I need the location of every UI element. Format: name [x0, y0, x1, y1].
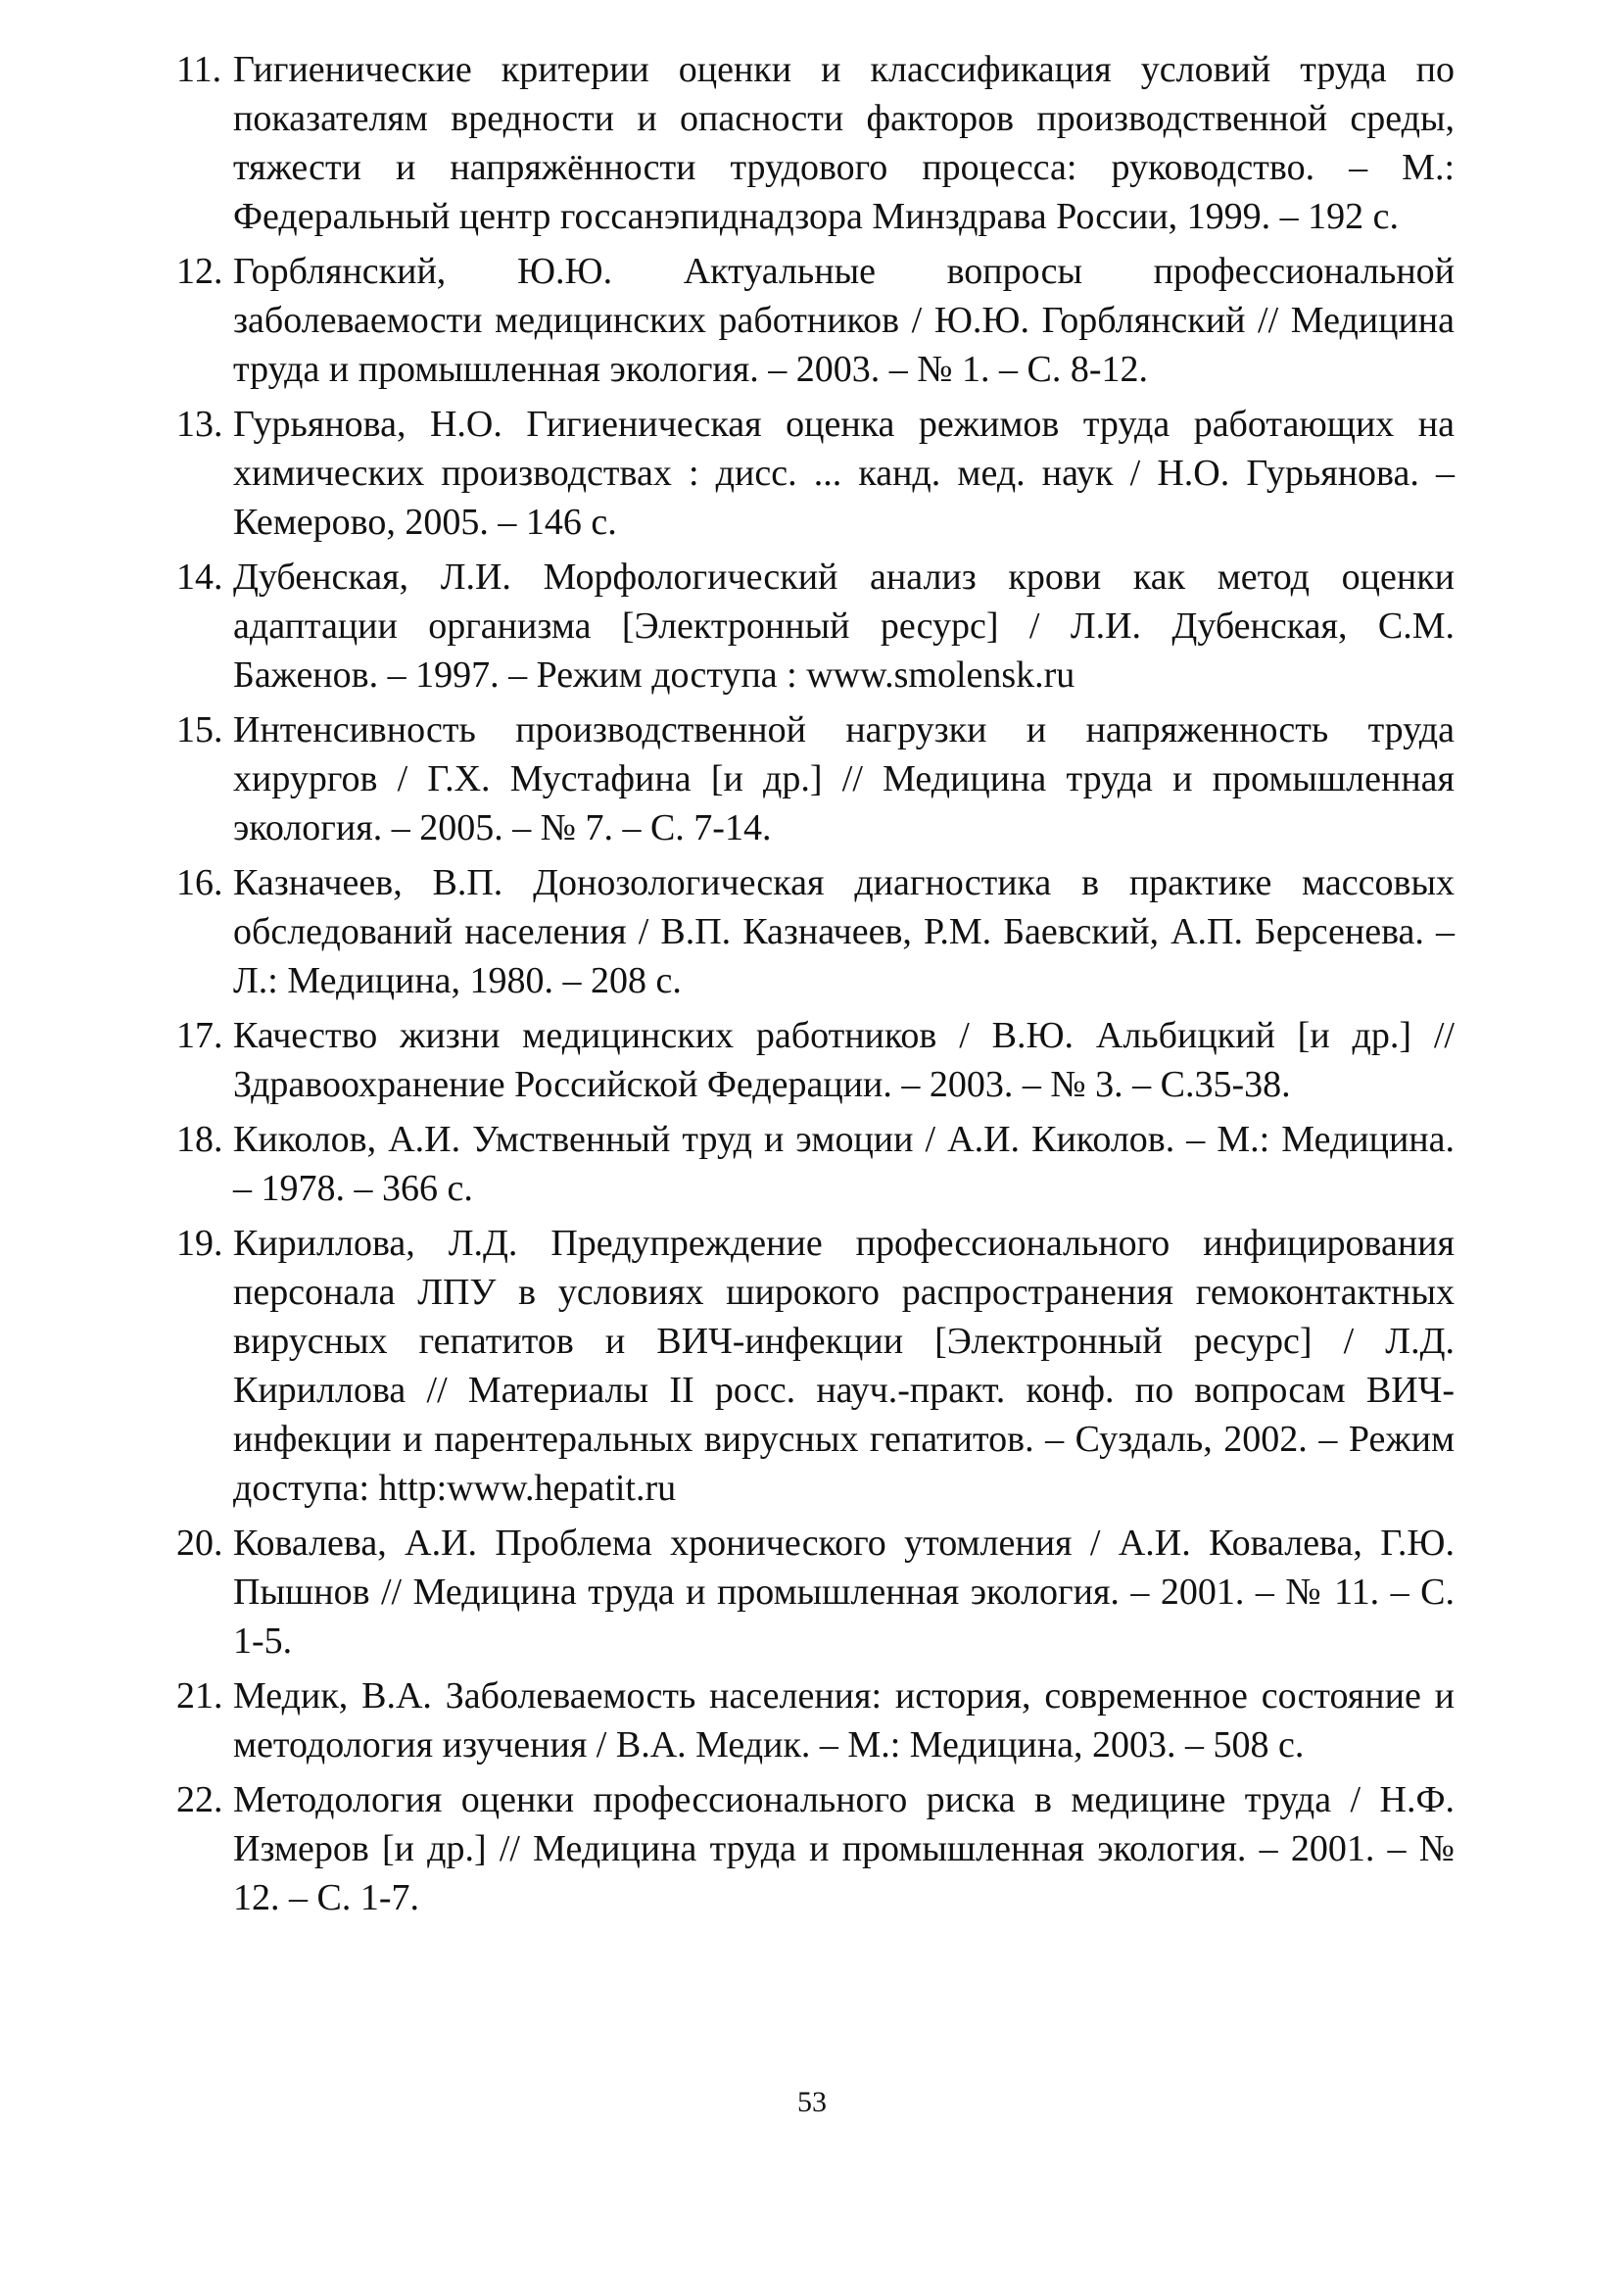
reference-text: Горблянский, Ю.Ю. Актуальные вопросы профессиональной заболеваемости медицинских работников / Ю.Ю. Горблянский // Медицина труда и промышленная экология. – 2003. – № 1. – С. 8-12. [233, 251, 1455, 390]
reference-item [176, 400, 1455, 547]
reference-text: Гурьянова, Н.О. Гигиеническая оценка режимов труда работающих на химических производствах : дисс. ... канд. мед. наук / Н.О. Гурьянова. – Кемерово, 2005. – 146 с. [233, 404, 1455, 543]
reference-item [176, 705, 1455, 852]
reference-number: 14. [176, 556, 223, 598]
reference-text: Медик, В.А. Заболеваемость населения: история, современное состояние и методология изучения / В.А. Медик. – М.: Медицина, 2003. – 508 с. [233, 1675, 1455, 1765]
reference-text: Методология оценки профессионального риска в медицине труда / Н.Ф. Измеров [и др.] // Медицина труда и промышленная экология. – 2001. – № 12. – С. 1-7. [233, 1779, 1455, 1918]
reference-list [176, 45, 1455, 1928]
page-number: 53 [797, 2086, 827, 2118]
reference-number: 18. [176, 1119, 223, 1160]
reference-item [176, 1671, 1455, 1769]
reference-number: 16. [176, 862, 223, 903]
reference-number: 12. [176, 251, 223, 292]
reference-number: 17. [176, 1015, 223, 1056]
reference-text: Гигиенические критерии оценки и классификация условий труда по показателям вредности и опасности факторов производственной среды, тяжести и напряжённости трудового процесса: руководство. – М.: Федеральный центр госсанэпиднадзора Минздрава России, 1999. – 192 с. [233, 49, 1455, 237]
reference-item [176, 1011, 1455, 1109]
reference-item [176, 1115, 1455, 1213]
reference-number: 21. [176, 1675, 223, 1717]
reference-number: 20. [176, 1523, 223, 1564]
reference-text: Качество жизни медицинских работников / В.Ю. Альбицкий [и др.] // Здравоохранение Российской Федерации. – 2003. – № 3. – С.35-38. [233, 1015, 1455, 1105]
reference-text: Интенсивность производственной нагрузки и напряженность труда хирургов / Г.Х. Мустафина [и др.] // Медицина труда и промышленная экология. – 2005. – № 7. – С. 7-14. [233, 709, 1455, 848]
reference-number: 22. [176, 1779, 223, 1820]
reference-number: 19. [176, 1223, 223, 1264]
reference-number: 15. [176, 709, 223, 750]
reference-text: Дубенская, Л.И. Морфологический анализ крови как метод оценки адаптации организма [Электронный ресурс] / Л.И. Дубенская, С.М. Баженов. – 1997. – Режим доступа : www.smolensk.ru [233, 556, 1455, 696]
reference-item [176, 1775, 1455, 1922]
reference-text: Кириллова, Л.Д. Предупреждение профессионального инфицирования персонала ЛПУ в условиях широкого распространения гемоконтактных вирусных гепатитов и ВИЧ-инфекции [Электронный ресурс] / Л.Д. Кириллова // Материалы II росс. науч.-практ. конф. по вопросам ВИЧ-инфекции и парентеральных вирусных гепатитов. – Суздаль, 2002. – Режим доступа: http:www.hepatit.ru [233, 1223, 1455, 1509]
reference-item [176, 858, 1455, 1005]
reference-number: 13. [176, 404, 223, 445]
reference-item [176, 45, 1455, 241]
reference-number: 11. [176, 49, 222, 90]
reference-item [176, 553, 1455, 700]
reference-text: Киколов, А.И. Умственный труд и эмоции / А.И. Киколов. – М.: Медицина. – 1978. – 366 с. [233, 1119, 1455, 1209]
reference-item [176, 247, 1455, 394]
reference-text: Ковалева, А.И. Проблема хронического утомления / А.И. Ковалева, Г.Ю. Пышнов // Медицина труда и промышленная экология. – 2001. – № 11. – С. 1-5. [233, 1523, 1455, 1662]
reference-text: Казначеев, В.П. Донозологическая диагностика в практике массовых обследований населения / В.П. Казначеев, Р.М. Баевский, А.П. Берсенева. – Л.: Медицина, 1980. – 208 с. [233, 862, 1455, 1001]
reference-item [176, 1519, 1455, 1666]
reference-item [176, 1219, 1455, 1513]
